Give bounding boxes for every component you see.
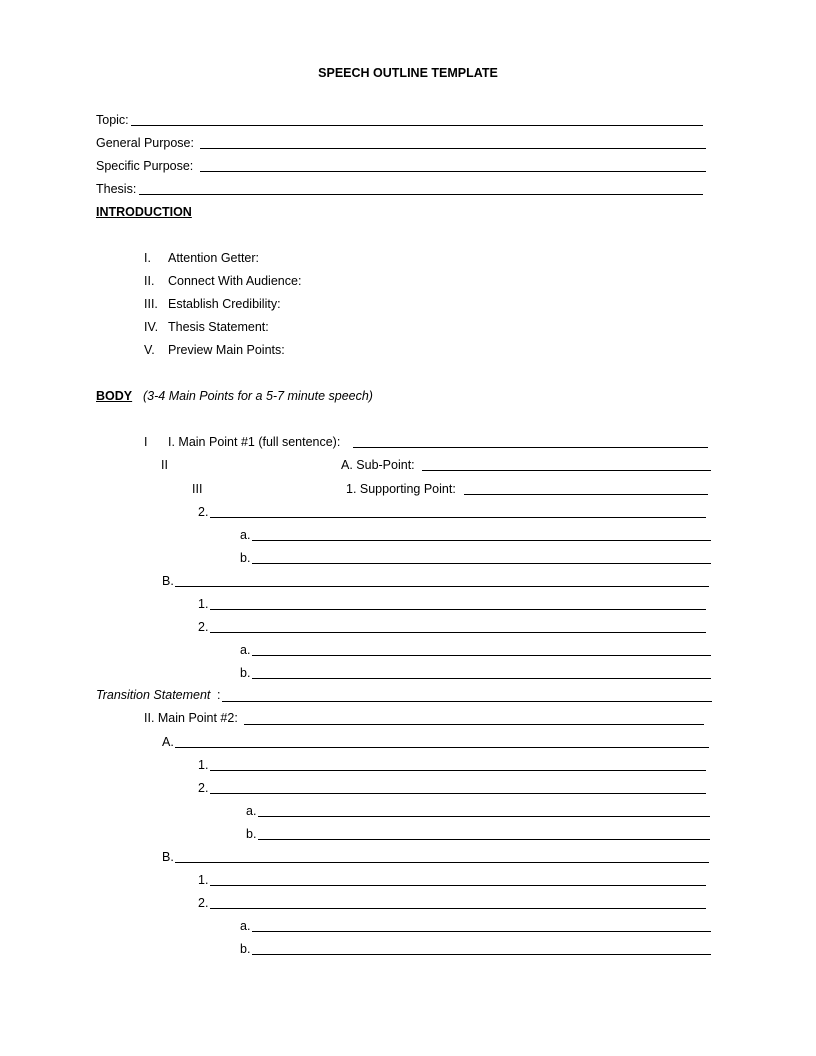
intro-num-2: II. bbox=[144, 274, 155, 288]
intro-item-thesis-statement: Thesis Statement: bbox=[168, 320, 269, 334]
mp1-support-2-label: 2. bbox=[198, 505, 209, 519]
intro-num-5: V. bbox=[144, 343, 155, 357]
mp1-line[interactable] bbox=[353, 447, 708, 448]
mp2-a-2-label: 2. bbox=[198, 781, 209, 795]
body-heading: BODY bbox=[96, 389, 133, 403]
intro-item-credibility: Establish Credibility: bbox=[168, 297, 281, 311]
mp2-a-2b-label: b. bbox=[246, 827, 257, 841]
topic-label: Topic: bbox=[96, 113, 129, 127]
transition-line[interactable] bbox=[222, 701, 712, 702]
general-purpose-line[interactable] bbox=[200, 148, 706, 149]
mp2-a-2a-label: a. bbox=[246, 804, 257, 818]
mp1-b-2b-line[interactable] bbox=[252, 678, 711, 679]
mp1-subpoint-a-line[interactable] bbox=[422, 470, 711, 471]
mp2-subpoint-b-line[interactable] bbox=[175, 862, 709, 863]
thesis-line[interactable] bbox=[139, 194, 703, 195]
mp2-b-2-label: 2. bbox=[198, 896, 209, 910]
transition-colon: : bbox=[217, 688, 221, 702]
mp2-b-2b-label: b. bbox=[240, 942, 251, 956]
intro-item-connect-audience: Connect With Audience: bbox=[168, 274, 302, 288]
intro-item-preview: Preview Main Points: bbox=[168, 343, 285, 357]
transition-label: Transition Statement bbox=[96, 688, 211, 702]
mp2-a-2b-line[interactable] bbox=[258, 839, 710, 840]
introduction-heading: INTRODUCTION bbox=[96, 205, 192, 219]
intro-item-attention-getter: Attention Getter: bbox=[168, 251, 260, 265]
specific-purpose-label: Specific Purpose: bbox=[96, 159, 194, 173]
mp2-a-2a-line[interactable] bbox=[258, 816, 710, 817]
general-purpose-label: General Purpose: bbox=[96, 136, 194, 150]
mp1-b-2a-line[interactable] bbox=[252, 655, 711, 656]
mp1-b-2a-label: a. bbox=[240, 643, 251, 657]
mp2-line[interactable] bbox=[244, 724, 704, 725]
topic-line[interactable] bbox=[131, 125, 703, 126]
specific-purpose-line[interactable] bbox=[200, 171, 706, 172]
intro-num-3: III. bbox=[144, 297, 158, 311]
mp1-b-2b-label: b. bbox=[240, 666, 251, 680]
intro-num-4: IV. bbox=[144, 320, 159, 334]
mp1-subpoint-b-label: B. bbox=[162, 574, 174, 588]
mp1-support-1-line[interactable] bbox=[464, 494, 708, 495]
mp1-b-2-line[interactable] bbox=[210, 632, 706, 633]
mp2-subpoint-b-label: B. bbox=[162, 850, 174, 864]
mp2-b-2b-line[interactable] bbox=[252, 954, 711, 955]
mp2-a-1-label: 1. bbox=[198, 758, 209, 772]
mp1-a-2b-line[interactable] bbox=[252, 563, 711, 564]
mp1-label: I. Main Point #1 (full sentence): bbox=[168, 435, 341, 449]
mp1-subpoint-a-label: A. Sub-Point: bbox=[341, 458, 415, 472]
mp2-b-2a-label: a. bbox=[240, 919, 251, 933]
mp1-roman-marker: I bbox=[144, 435, 148, 449]
mp1-a-2b-label: b. bbox=[240, 551, 251, 565]
mp1-a-2a-line[interactable] bbox=[252, 540, 711, 541]
mp2-label: II. Main Point #2: bbox=[144, 711, 238, 725]
mp1-roman-marker-2: II bbox=[161, 458, 168, 472]
mp1-a-2a-label: a. bbox=[240, 528, 251, 542]
body-note: (3-4 Main Points for a 5-7 minute speech) bbox=[143, 389, 373, 403]
thesis-label: Thesis: bbox=[96, 182, 137, 196]
intro-num-1: I. bbox=[144, 251, 151, 265]
mp2-b-1-label: 1. bbox=[198, 873, 209, 887]
mp1-subpoint-b-line[interactable] bbox=[175, 586, 709, 587]
mp2-b-2-line[interactable] bbox=[210, 908, 706, 909]
mp1-roman-marker-3: III bbox=[192, 482, 203, 496]
mp2-a-1-line[interactable] bbox=[210, 770, 706, 771]
mp1-b-1-line[interactable] bbox=[210, 609, 706, 610]
mp1-b-2-label: 2. bbox=[198, 620, 209, 634]
mp2-subpoint-a-label: A. bbox=[162, 735, 174, 749]
mp2-subpoint-a-line[interactable] bbox=[175, 747, 709, 748]
mp2-a-2-line[interactable] bbox=[210, 793, 706, 794]
mp2-b-2a-line[interactable] bbox=[252, 931, 711, 932]
mp1-b-1-label: 1. bbox=[198, 597, 209, 611]
mp1-support-2-line[interactable] bbox=[210, 517, 706, 518]
page-title: SPEECH OUTLINE TEMPLATE bbox=[318, 66, 498, 80]
mp1-support-1-label: 1. Supporting Point: bbox=[346, 482, 456, 496]
mp2-b-1-line[interactable] bbox=[210, 885, 706, 886]
